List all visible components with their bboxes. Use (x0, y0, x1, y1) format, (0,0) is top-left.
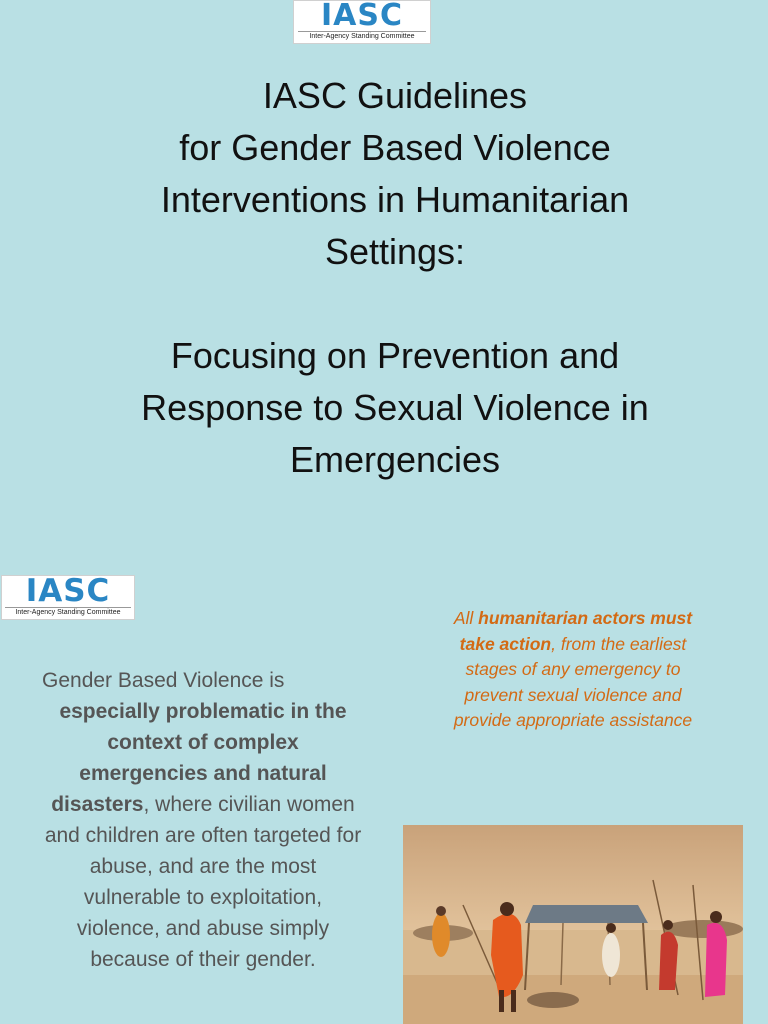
gbv-rest: where civilian women and children are often targeted for abuse, and are the most vulnerable to exploitation, violence, and abuse simply because of their gender. (44, 793, 362, 971)
gbv-emphasis: especially problematic in the context of complex emergencies and natural disasters (51, 700, 347, 816)
title-line: for Gender Based Violence (179, 127, 611, 168)
cta-rest: , from the earliest stages of any emergency to prevent sexual violence and provide appropriate assistance (453, 633, 693, 730)
subtitle-line: Emergencies (289, 439, 501, 480)
camp-photo (403, 825, 743, 1024)
gbv-intro: Gender Based Violence is (42, 669, 285, 692)
gbv-comma: , (143, 793, 150, 816)
call-to-action (448, 606, 698, 734)
cta-emphasis: humanitarian actors must take action (459, 608, 693, 654)
iasc-logo-secondary (1, 575, 135, 620)
logo-mark: IASC (320, 0, 403, 33)
logo-subtitle: Inter-Agency Standing Committee (5, 607, 131, 617)
title-line: IASC Guidelines (262, 75, 528, 116)
subtitle-line: Response to Sexual Violence in (141, 387, 649, 428)
logo-mark: IASC (25, 573, 111, 609)
subtitle-line: Focusing on Prevention and (170, 335, 620, 376)
iasc-logo-top (293, 0, 431, 44)
logo-subtitle: Inter-Agency Standing Committee (298, 31, 426, 41)
title-line: Interventions in Humanitarian (160, 179, 630, 220)
gbv-description (42, 665, 364, 975)
title-line: Settings: (324, 231, 466, 272)
page-title (60, 70, 730, 486)
cta-all: All (453, 608, 479, 628)
